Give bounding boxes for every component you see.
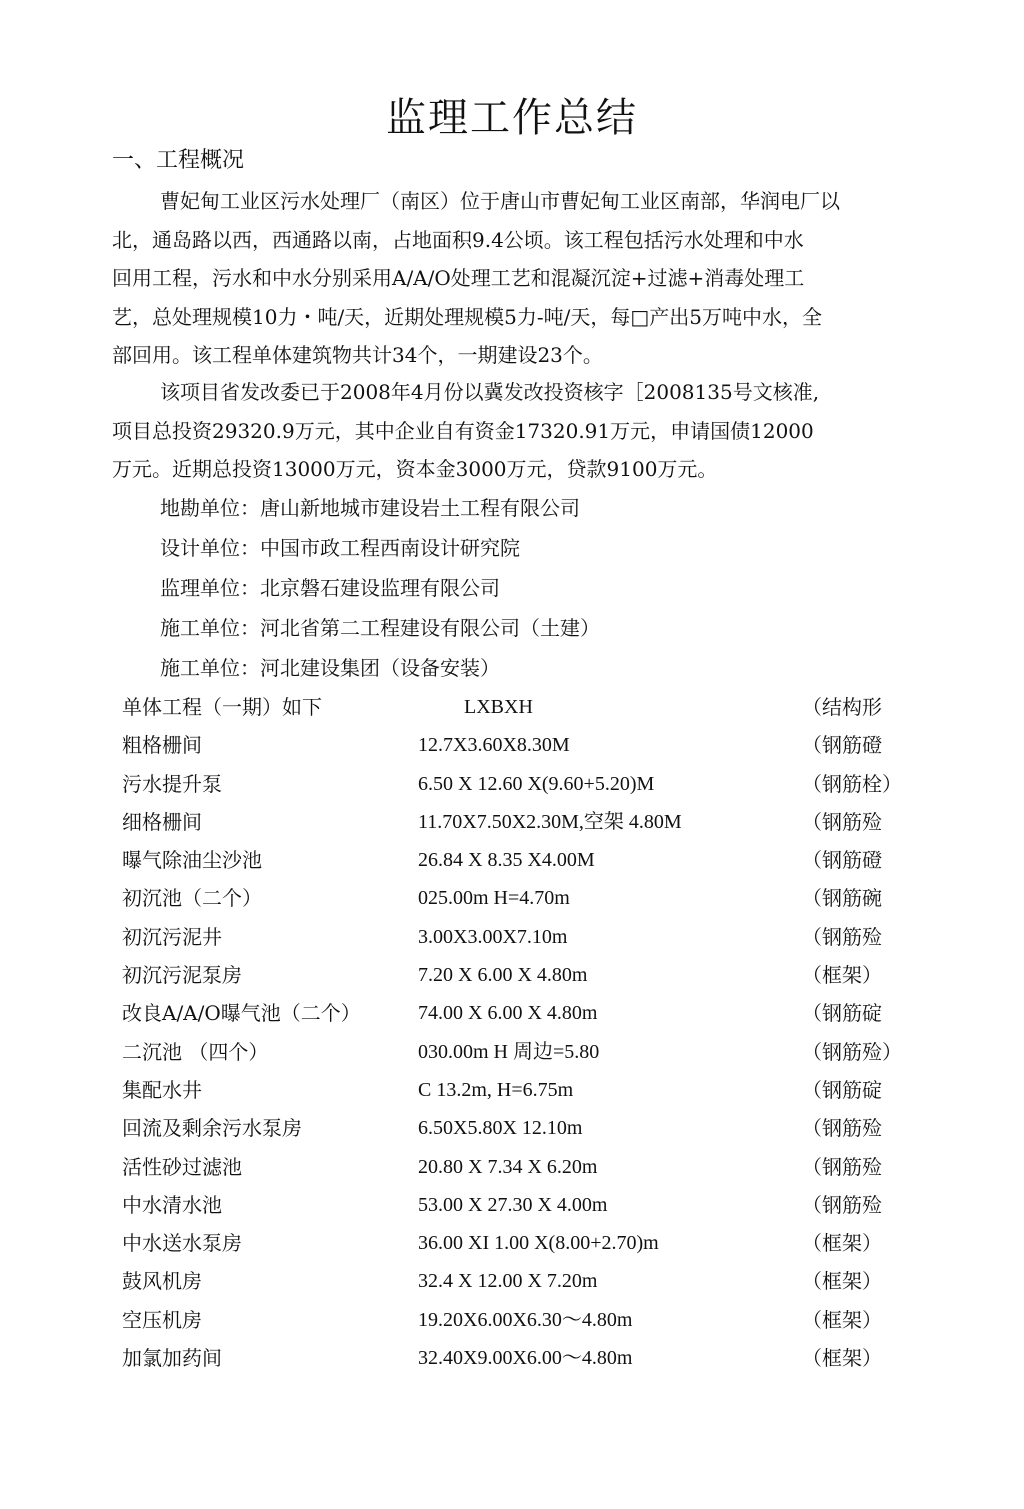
table-row <box>122 994 922 1032</box>
row-dimensions: 53.00 X 27.30 X 4.00m <box>418 1193 608 1216</box>
row-dimensions: 20.80 X 7.34 X 6.20m <box>418 1155 598 1178</box>
row-structure: （钢筋殓 <box>802 1192 882 1217</box>
row-name: 污水提升泵 <box>122 771 222 796</box>
page-title: 监理工作总结 <box>386 95 638 141</box>
table-row <box>122 841 922 879</box>
row-name: 空压机房 <box>122 1307 202 1332</box>
row-dimensions: 19.20X6.00X6.30～4.80m <box>418 1308 633 1331</box>
row-name: 细格栅间 <box>122 809 202 834</box>
row-dimensions: 6.50X5.80X 12.10m <box>418 1117 583 1140</box>
row-name: 初沉污泥井 <box>122 924 222 949</box>
row-name: 回流及剩余污水泵房 <box>122 1116 302 1141</box>
table-row <box>122 1033 922 1071</box>
table-row <box>122 1148 922 1186</box>
unit-construction-civil: 施工单位：河北省第二工程建设有限公司（土建） <box>160 616 600 640</box>
row-structure: （框架） <box>802 1269 882 1294</box>
row-name: 集配水井 <box>122 1077 202 1102</box>
row-name: 鼓风机房 <box>122 1269 202 1294</box>
investment-paragraph <box>112 373 912 489</box>
row-dimensions: 12.7X3.60X8.30M <box>418 734 570 757</box>
table-row <box>122 726 922 764</box>
overview-paragraph <box>112 182 912 375</box>
row-structure: （钢筋殓 <box>802 924 882 949</box>
row-dimensions: 6.50 X 12.60 X(9.60+5.20)M <box>418 772 655 795</box>
table-row <box>122 803 922 841</box>
row-structure: （钢筋殓） <box>802 1039 902 1064</box>
row-name: 活性砂过滤池 <box>122 1154 242 1179</box>
paragraph-line: 该项目省发改委已于2008年4月份以冀发改投资核字［2008135号文核准, <box>160 380 820 404</box>
paragraph-line: 万元。近期总投资13000万元，资本金3000万元，贷款9100万元。 <box>112 457 718 481</box>
table-row <box>122 1224 922 1262</box>
row-name: 粗格栅间 <box>122 733 202 758</box>
table-row <box>122 1109 922 1147</box>
table-row <box>122 956 922 994</box>
row-name: 曝气除油尘沙池 <box>122 848 262 873</box>
paragraph-line: 项目总投资29320.9万元，其中企业自有资金17320.91万元，申请国债12000 <box>112 418 814 443</box>
unit-survey: 地勘单位：唐山新地城市建设岩土工程有限公司 <box>160 496 580 520</box>
row-dimensions: C 13.2m, H=6.75m <box>418 1078 574 1101</box>
paragraph-line: 曹妃甸工业区污水处理厂（南区）位于唐山市曹妃甸工业区南部，华润电厂以 <box>160 189 840 213</box>
row-structure: （框架） <box>802 1231 882 1256</box>
row-dimensions: 36.00 XI 1.00 X(8.00+2.70)m <box>418 1232 659 1255</box>
participating-units <box>160 488 600 688</box>
row-name: 初沉污泥泵房 <box>122 963 242 988</box>
row-dimensions: 26.84 X 8.35 X4.00M <box>418 849 595 872</box>
paragraph-line: 北，通岛路以西，西通路以南，占地面积9.4公顷。该工程包括污水处理和中水 <box>112 227 804 252</box>
row-dimensions: 32.4 X 12.00 X 7.20m <box>418 1270 598 1293</box>
table-row <box>122 1071 922 1109</box>
row-structure: （钢筋碇 <box>802 1077 882 1102</box>
row-dimensions: 3.00X3.00X7.10m <box>418 925 568 948</box>
header-dimensions: LXBXH <box>464 696 533 718</box>
table-row <box>122 1186 922 1224</box>
unit-supervision: 监理单位：北京磐石建设监理有限公司 <box>160 576 500 600</box>
row-dimensions: 32.40X9.00X6.00～4.80m <box>418 1347 633 1370</box>
row-dimensions: 030.00m H 周边=5.80 <box>418 1040 600 1063</box>
row-dimensions: 7.20 X 6.00 X 4.80m <box>418 964 588 987</box>
row-structure: （框架） <box>802 1307 882 1332</box>
table-row <box>122 1339 922 1377</box>
section-heading: 一、工程概况 <box>112 148 245 173</box>
row-name: 中水送水泵房 <box>122 1231 242 1256</box>
paragraph-line: 部回用。该工程单体建筑物共计34个，一期建设23个。 <box>112 343 603 367</box>
row-structure: （钢筋殓 <box>802 1116 882 1141</box>
row-structure: （钢筋殓 <box>802 1154 882 1179</box>
row-structure: （钢筋磴 <box>802 733 882 758</box>
row-structure: （框架） <box>802 963 882 988</box>
row-structure: （框架） <box>802 1346 882 1371</box>
table-row <box>122 879 922 917</box>
row-structure: （钢筋殓 <box>802 809 882 834</box>
table-row <box>122 1262 922 1300</box>
table-row <box>122 1301 922 1339</box>
row-name: 改良A/A/O曝气池（二个） <box>122 1001 361 1026</box>
header-structure: （结构形 <box>802 695 882 719</box>
row-name: 加氯加药间 <box>122 1346 222 1371</box>
row-dimensions: 025.00m H=4.70m <box>418 887 570 910</box>
table-row <box>122 918 922 956</box>
row-name: 中水清水池 <box>122 1192 222 1217</box>
table-header-row <box>122 688 922 726</box>
row-dimensions: 74.00 X 6.00 X 4.80m <box>418 1002 598 1025</box>
header-name: 单体工程（一期）如下 <box>122 695 322 719</box>
paragraph-line: 艺，总处理规模10力・吨/天，近期处理规模5力-吨/天，每□产出5万吨中水，全 <box>112 304 823 329</box>
row-structure: （钢筋磴 <box>802 848 882 873</box>
row-structure: （钢筋栓） <box>802 771 902 796</box>
row-dimensions: 11.70X7.50X2.30M,空架 4.80M <box>418 810 682 833</box>
row-structure: （钢筋碗 <box>802 886 882 911</box>
paragraph-line: 回用工程，污水和中水分别采用A/A/O处理工艺和混凝沉淀+过滤+消毒处理工 <box>112 266 805 290</box>
table-body <box>122 726 922 1377</box>
row-structure: （钢筋碇 <box>802 1001 882 1026</box>
table-row <box>122 765 922 803</box>
unit-design: 设计单位：中国市政工程西南设计研究院 <box>160 536 520 560</box>
unit-construction-equipment: 施工单位：河北建设集团（设备安装） <box>160 656 500 680</box>
row-name: 初沉池（二个） <box>122 886 262 911</box>
row-name: 二沉池 （四个） <box>122 1039 269 1064</box>
structures-table <box>122 688 922 1377</box>
